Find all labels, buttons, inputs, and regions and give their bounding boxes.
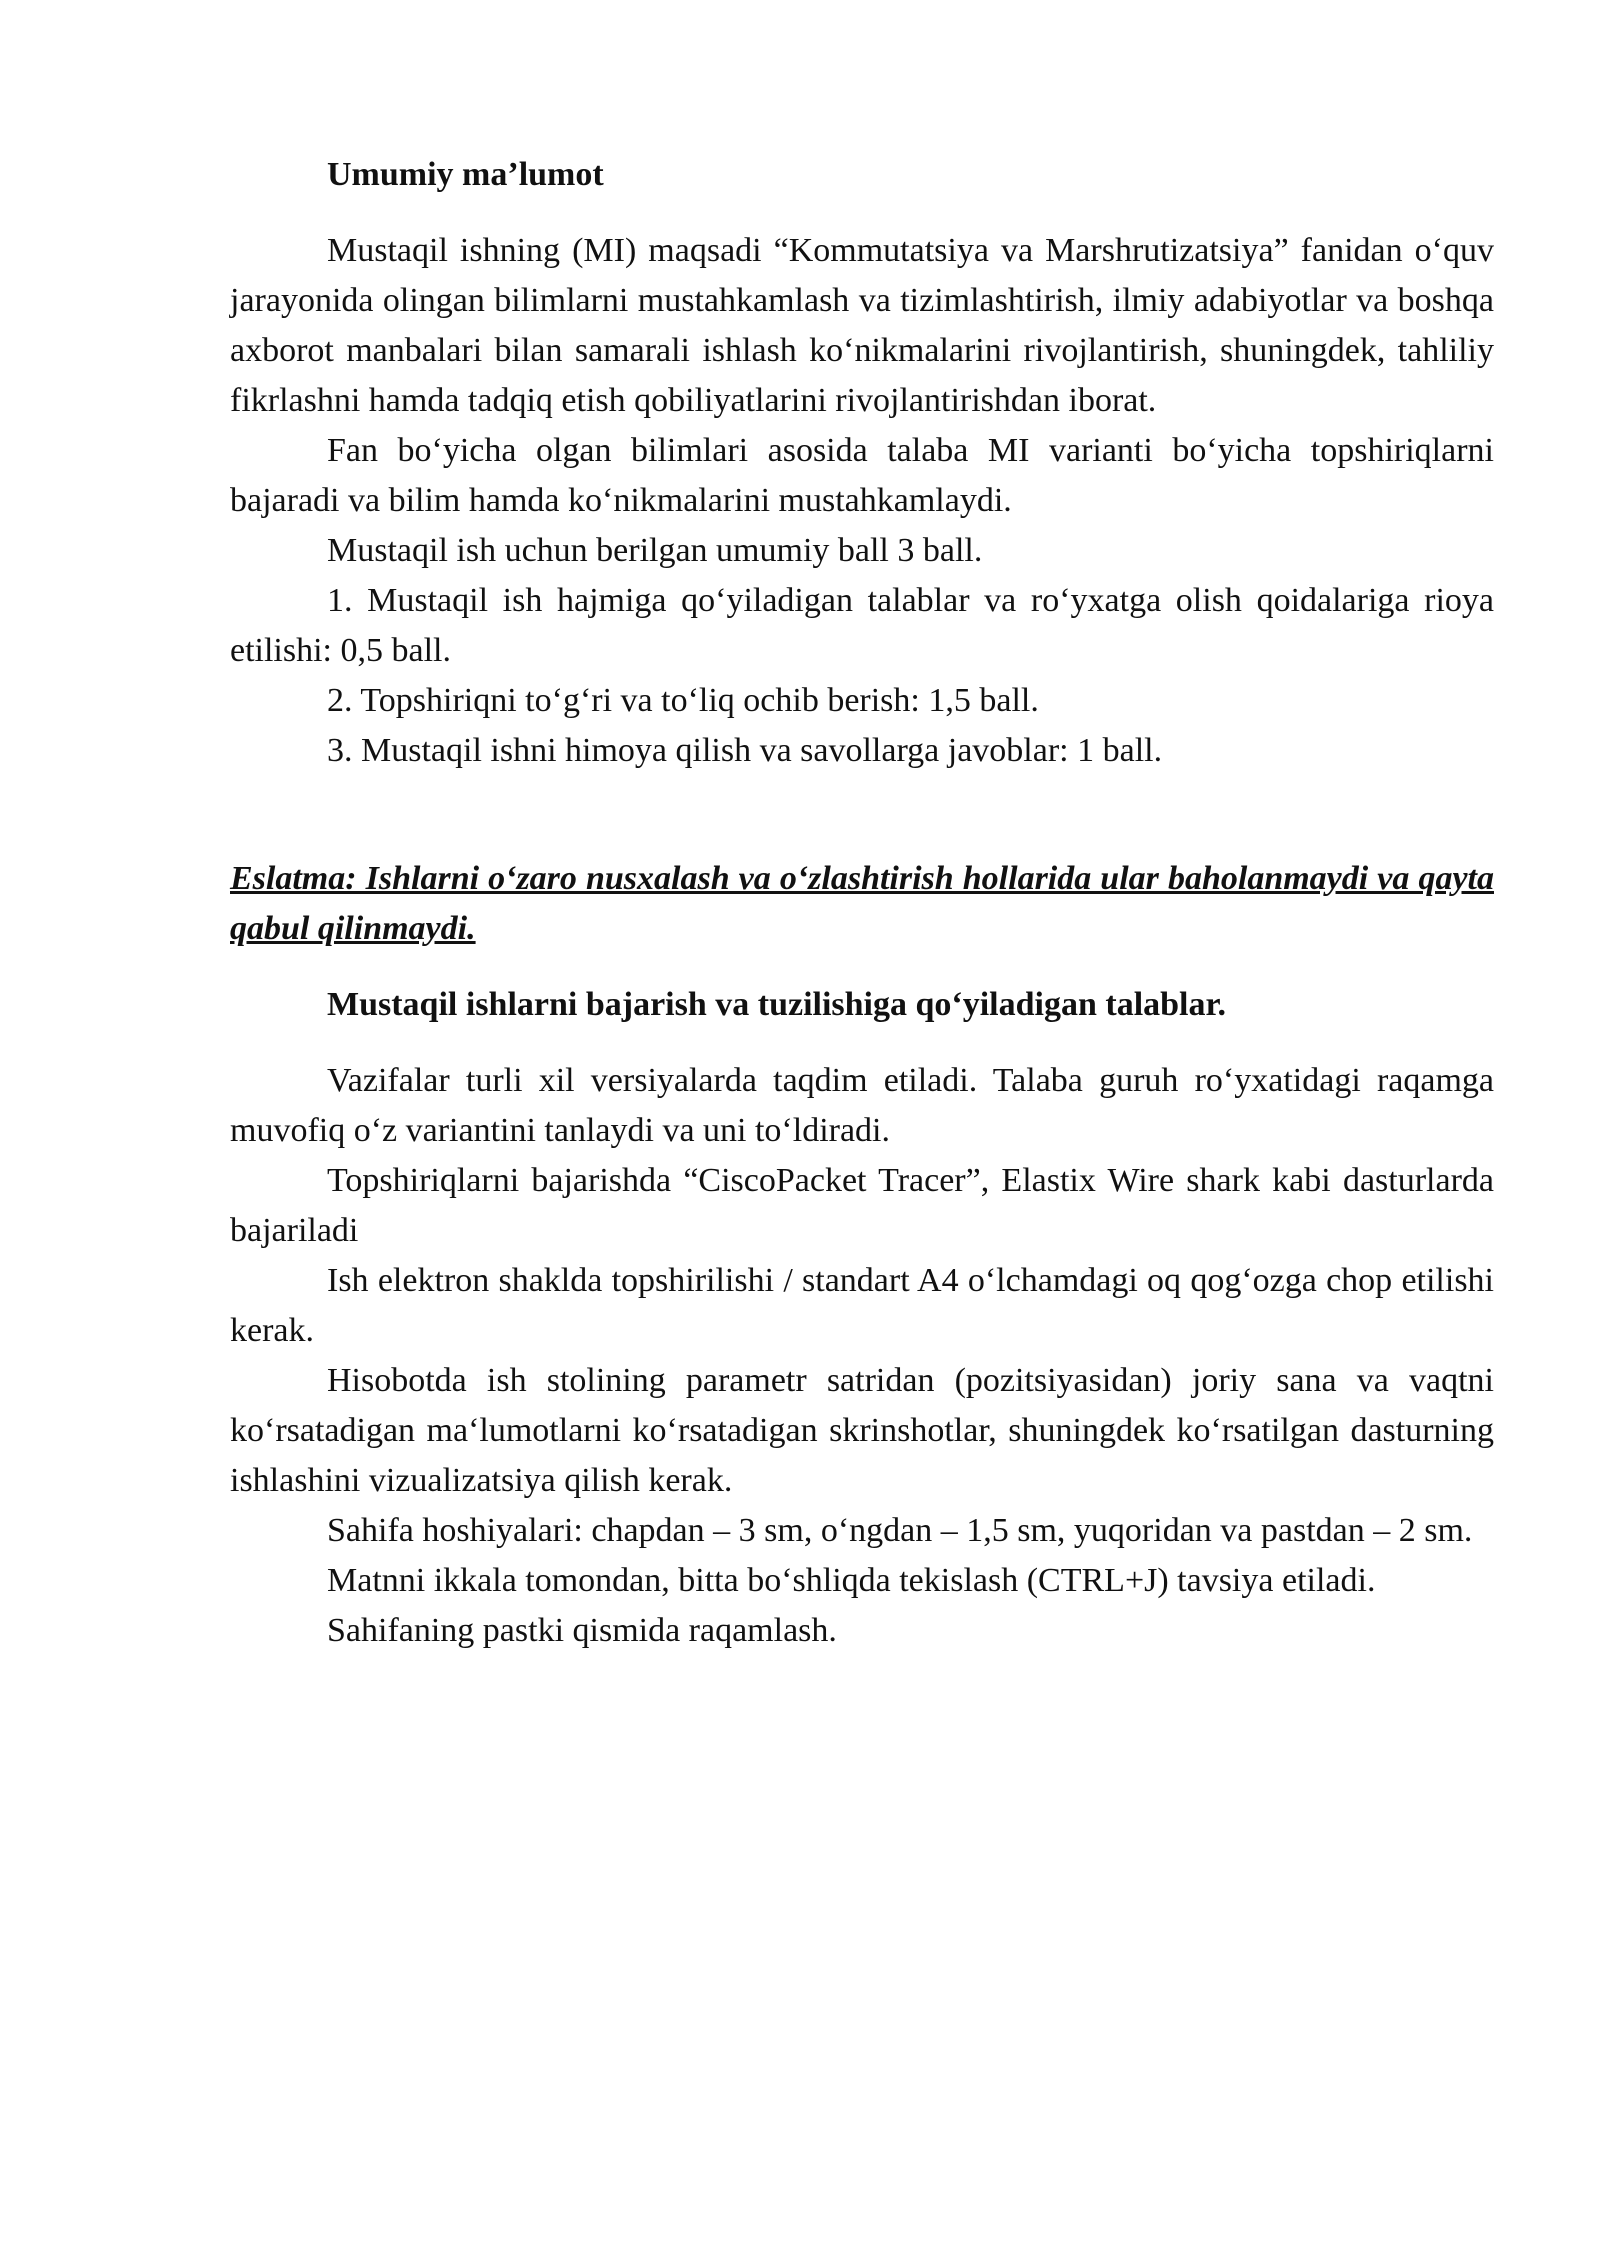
- paragraph-knowledge: Fan bo‘yicha olgan bilimlari asosida talaba MI varianti bo‘yicha topshiriqlarni bajaradi va bilim hamda ko‘nikmalarini mustahkamlaydi.: [230, 432, 1494, 519]
- paragraph-format: Ish elektron shaklda topshirilishi / standart A4 o‘lchamdagi oq qog‘ozga chop etilishi kerak.: [230, 1262, 1494, 1349]
- paragraph-variants: Vazifalar turli xil versiyalarda taqdim etiladi. Talaba guruh ro‘yxatidagi raqamga muvofiq o‘z variantini tanlaydi va uni to‘ldiradi.: [230, 1062, 1494, 1149]
- paragraph-total-score: Mustaqil ish uchun berilgan umumiy ball 3 ball.: [327, 532, 983, 569]
- paragraph-software: Topshiriqlarni bajarishda “CiscoPacket Tracer”, Elastix Wire shark kabi dasturlarda bajariladi: [230, 1162, 1494, 1249]
- section-heading-requirements: Mustaqil ishlarni bajarish va tuzilishiga qo‘yiladigan talablar.: [327, 986, 1226, 1023]
- document-page: [230, 150, 1494, 1656]
- note-warning: Eslatma: Ishlarni o‘zaro nusxalash va o‘zlashtirish hollarida ular baholanmaydi va qayta qabul qilinmaydi.: [230, 860, 1494, 947]
- paragraph-numbering: Sahifaning pastki qismida raqamlash.: [327, 1612, 837, 1649]
- section-heading-general-info: Umumiy ma’lumot: [327, 156, 604, 193]
- list-item-score-3: 3. Mustaqil ishni himoya qilish va savollarga javoblar: 1 ball.: [327, 732, 1163, 769]
- paragraph-margins: Sahifa hoshiyalari: chapdan – 3 sm, o‘ngdan – 1,5 sm, yuqoridan va pastdan – 2 sm.: [327, 1512, 1473, 1549]
- paragraph-alignment: Matnni ikkala tomondan, bitta bo‘shliqda tekislash (CTRL+J) tavsiya etiladi.: [327, 1562, 1376, 1599]
- list-item-score-1: 1. Mustaqil ish hajmiga qo‘yiladigan talablar va ro‘yxatga olish qoidalariga rioya etilishi: 0,5 ball.: [230, 582, 1494, 669]
- paragraph-report: Hisobotda ish stolining parametr satridan (pozitsiyasidan) joriy sana va vaqtni ko‘rsatadigan ma‘lumotlarni ko‘rsatadigan skrinshotlar, shuningdek ko‘rsatilgan dasturning ishlashini vizualizatsiya qilish kerak.: [230, 1362, 1494, 1499]
- paragraph-purpose: Mustaqil ishning (MI) maqsadi “Kommutatsiya va Marshrutizatsiya” fanidan o‘quv jarayonida olingan bilimlarni mustahkamlash va tizimlashtirish, ilmiy adabiyotlar va boshqa axborot manbalari bilan samarali ishlash ko‘nikmalarini rivojlantirish, shuningdek, tahliliy fikrlashni hamda tadqiq etish qobiliyatlarini rivojlantirishdan iborat.: [230, 232, 1494, 419]
- list-item-score-2: 2. Topshiriqni to‘g‘ri va to‘liq ochib berish: 1,5 ball.: [327, 682, 1039, 719]
